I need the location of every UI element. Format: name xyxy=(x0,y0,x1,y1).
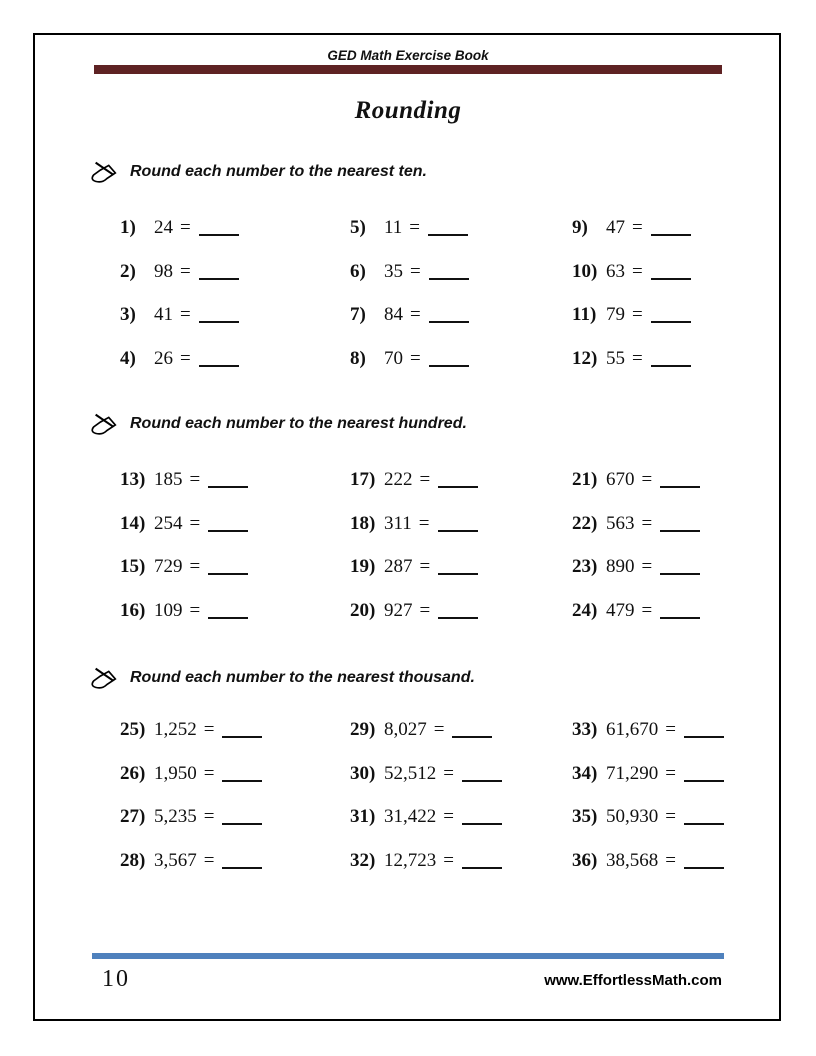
problem-4 xyxy=(120,348,350,374)
equals-sign: = xyxy=(641,599,653,621)
equals-sign: = xyxy=(419,599,431,621)
problem-value: 55 xyxy=(606,347,625,369)
answer-blank[interactable] xyxy=(660,605,700,619)
problem-30 xyxy=(350,763,572,789)
answer-blank[interactable] xyxy=(462,811,502,825)
problem-34 xyxy=(572,763,796,789)
equals-sign: = xyxy=(410,347,421,369)
answer-blank[interactable] xyxy=(199,353,239,367)
problem-16 xyxy=(120,600,350,626)
problem-value: 61,670 xyxy=(606,719,659,740)
answer-blank[interactable] xyxy=(438,561,478,575)
problem-8 xyxy=(350,348,572,374)
equals-sign: = xyxy=(410,304,421,325)
equals-sign: = xyxy=(203,806,215,827)
writing-hand-icon xyxy=(90,666,120,690)
equals-sign: = xyxy=(443,849,454,871)
answer-blank[interactable] xyxy=(199,309,239,323)
section-2-problems xyxy=(120,469,804,626)
problem-number: 5) xyxy=(350,217,366,238)
writing-hand-icon xyxy=(90,160,120,184)
answer-blank[interactable] xyxy=(222,768,262,782)
problem-number: 31) xyxy=(350,806,376,827)
answer-blank[interactable] xyxy=(199,266,239,280)
page-title: Rounding xyxy=(354,97,462,124)
problem-number: 15) xyxy=(120,556,146,577)
problem-number: 14) xyxy=(120,512,146,534)
equals-sign: = xyxy=(665,849,676,871)
equals-sign: = xyxy=(641,512,653,534)
problem-value: 927 xyxy=(384,599,413,621)
answer-blank[interactable] xyxy=(660,474,700,488)
answer-blank[interactable] xyxy=(651,353,691,367)
answer-blank[interactable] xyxy=(452,724,492,738)
problem-number: 18) xyxy=(350,512,376,534)
problem-9 xyxy=(572,217,796,243)
problem-number: 27) xyxy=(120,806,146,827)
problem-number: 10) xyxy=(572,260,598,282)
problem-number: 9) xyxy=(572,217,588,238)
answer-blank[interactable] xyxy=(684,855,724,869)
problem-value: 47 xyxy=(606,217,625,238)
problem-11 xyxy=(572,304,796,330)
running-header: GED Math Exercise Book xyxy=(327,48,489,63)
answer-blank[interactable] xyxy=(651,309,691,323)
problem-26 xyxy=(120,763,350,789)
problem-29 xyxy=(350,719,572,745)
problem-number: 33) xyxy=(572,719,598,740)
problem-23 xyxy=(572,556,796,582)
problem-value: 1,252 xyxy=(154,719,197,740)
equals-sign: = xyxy=(410,260,421,282)
problem-value: 35 xyxy=(384,260,403,282)
problem-20 xyxy=(350,600,572,626)
problem-36 xyxy=(572,850,796,876)
problem-value: 11 xyxy=(384,217,403,238)
answer-blank[interactable] xyxy=(208,518,248,532)
problem-number: 17) xyxy=(350,469,376,490)
problem-number: 7) xyxy=(350,304,366,325)
problem-value: 24 xyxy=(154,217,173,238)
equals-sign: = xyxy=(665,806,676,827)
equals-sign: = xyxy=(189,512,201,534)
equals-sign: = xyxy=(641,556,653,577)
section-3-problems xyxy=(120,719,804,876)
equals-sign: = xyxy=(419,469,431,490)
problem-value: 729 xyxy=(154,556,183,577)
answer-blank[interactable] xyxy=(208,474,248,488)
problem-number: 12) xyxy=(572,347,598,369)
answer-blank[interactable] xyxy=(429,266,469,280)
answer-blank[interactable] xyxy=(684,724,724,738)
problem-number: 1) xyxy=(120,217,136,238)
equals-sign: = xyxy=(189,556,201,577)
problem-number: 22) xyxy=(572,512,598,534)
problem-28 xyxy=(120,850,350,876)
equals-sign: = xyxy=(443,762,454,784)
answer-blank[interactable] xyxy=(222,724,262,738)
problem-number: 16) xyxy=(120,599,146,621)
problem-value: 50,930 xyxy=(606,806,659,827)
problem-number: 6) xyxy=(350,260,366,282)
instruction-text: Round each number to the nearest ten. xyxy=(130,163,427,180)
problem-value: 1,950 xyxy=(154,762,197,784)
problem-number: 23) xyxy=(572,556,598,577)
equals-sign: = xyxy=(632,347,643,369)
answer-blank[interactable] xyxy=(438,474,478,488)
problem-19 xyxy=(350,556,572,582)
problem-value: 5,235 xyxy=(154,806,197,827)
writing-hand-icon xyxy=(90,412,120,436)
equals-sign: = xyxy=(189,599,201,621)
equals-sign: = xyxy=(632,217,643,238)
problem-number: 13) xyxy=(120,469,146,490)
problem-6 xyxy=(350,261,572,287)
section-1-problems xyxy=(120,217,804,374)
problem-number: 11) xyxy=(572,304,597,325)
problem-32 xyxy=(350,850,572,876)
problem-value: 41 xyxy=(154,304,173,325)
problem-number: 32) xyxy=(350,849,376,871)
website-link[interactable]: www.EffortlessMath.com xyxy=(544,972,722,989)
problem-10 xyxy=(572,261,796,287)
problem-number: 34) xyxy=(572,762,598,784)
problem-value: 8,027 xyxy=(384,719,427,740)
problem-number: 24) xyxy=(572,599,598,621)
answer-blank[interactable] xyxy=(428,222,468,236)
equals-sign: = xyxy=(641,469,653,490)
problem-number: 3) xyxy=(120,304,136,325)
problem-value: 254 xyxy=(154,512,183,534)
instruction-text: Round each number to the nearest hundred. xyxy=(130,415,467,432)
problem-14 xyxy=(120,513,350,539)
problem-7 xyxy=(350,304,572,330)
problem-value: 890 xyxy=(606,556,635,577)
problem-21 xyxy=(572,469,796,495)
equals-sign: = xyxy=(409,217,421,238)
answer-blank[interactable] xyxy=(208,605,248,619)
problem-22 xyxy=(572,513,796,539)
answer-blank[interactable] xyxy=(462,855,502,869)
equals-sign: = xyxy=(180,260,191,282)
equals-sign: = xyxy=(180,217,191,238)
equals-sign: = xyxy=(665,719,676,740)
header-rule xyxy=(94,65,722,74)
instruction-text: Round each number to the nearest thousand. xyxy=(130,669,475,686)
equals-sign: = xyxy=(632,260,643,282)
answer-blank[interactable] xyxy=(651,266,691,280)
problem-value: 287 xyxy=(384,556,413,577)
answer-blank[interactable] xyxy=(429,353,469,367)
problem-value: 52,512 xyxy=(384,762,437,784)
problem-value: 670 xyxy=(606,469,635,490)
problem-value: 31,422 xyxy=(384,806,437,827)
problem-number: 35) xyxy=(572,806,598,827)
problem-15 xyxy=(120,556,350,582)
section-3-instruction xyxy=(90,666,475,690)
problem-value: 98 xyxy=(154,260,173,282)
problem-value: 38,568 xyxy=(606,849,659,871)
problem-value: 70 xyxy=(384,347,403,369)
equals-sign: = xyxy=(419,556,431,577)
equals-sign: = xyxy=(203,762,215,784)
problem-value: 479 xyxy=(606,599,635,621)
problem-value: 84 xyxy=(384,304,403,325)
problem-25 xyxy=(120,719,350,745)
equals-sign: = xyxy=(665,762,676,784)
problem-2 xyxy=(120,261,350,287)
problem-value: 63 xyxy=(606,260,625,282)
equals-sign: = xyxy=(443,806,454,827)
answer-blank[interactable] xyxy=(684,811,724,825)
answer-blank[interactable] xyxy=(660,561,700,575)
problem-value: 185 xyxy=(154,469,183,490)
footer-rule xyxy=(92,953,724,959)
page-number: 10 xyxy=(102,966,130,992)
problem-31 xyxy=(350,806,572,832)
problem-18 xyxy=(350,513,572,539)
equals-sign: = xyxy=(418,512,430,534)
problem-number: 2) xyxy=(120,260,136,282)
answer-blank[interactable] xyxy=(660,518,700,532)
problem-number: 19) xyxy=(350,556,376,577)
problem-number: 28) xyxy=(120,849,146,871)
problem-5 xyxy=(350,217,572,243)
problem-value: 79 xyxy=(606,304,625,325)
problem-number: 29) xyxy=(350,719,376,740)
problem-number: 36) xyxy=(572,849,598,871)
problem-3 xyxy=(120,304,350,330)
problem-13 xyxy=(120,469,350,495)
equals-sign: = xyxy=(433,719,445,740)
answer-blank[interactable] xyxy=(438,518,478,532)
problem-value: 26 xyxy=(154,347,173,369)
equals-sign: = xyxy=(203,849,215,871)
problem-number: 26) xyxy=(120,762,146,784)
answer-blank[interactable] xyxy=(684,768,724,782)
problem-value: 109 xyxy=(154,599,183,621)
problem-number: 4) xyxy=(120,347,136,369)
problem-number: 30) xyxy=(350,762,376,784)
problem-number: 20) xyxy=(350,599,376,621)
answer-blank[interactable] xyxy=(222,855,262,869)
section-2-instruction xyxy=(90,412,467,436)
problem-value: 3,567 xyxy=(154,849,197,871)
problem-value: 71,290 xyxy=(606,762,659,784)
problem-1 xyxy=(120,217,350,243)
answer-blank[interactable] xyxy=(208,561,248,575)
problem-12 xyxy=(572,348,796,374)
answer-blank[interactable] xyxy=(438,605,478,619)
answer-blank[interactable] xyxy=(462,768,502,782)
equals-sign: = xyxy=(189,469,201,490)
equals-sign: = xyxy=(632,304,643,325)
problem-17 xyxy=(350,469,572,495)
problem-value: 563 xyxy=(606,512,635,534)
equals-sign: = xyxy=(203,719,215,740)
problem-value: 222 xyxy=(384,469,413,490)
problem-24 xyxy=(572,600,796,626)
problem-35 xyxy=(572,806,796,832)
problem-27 xyxy=(120,806,350,832)
section-1-instruction xyxy=(90,160,427,184)
answer-blank[interactable] xyxy=(199,222,239,236)
problem-33 xyxy=(572,719,796,745)
equals-sign: = xyxy=(180,347,191,369)
problem-number: 21) xyxy=(572,469,598,490)
answer-blank[interactable] xyxy=(651,222,691,236)
problem-number: 8) xyxy=(350,347,366,369)
problem-value: 12,723 xyxy=(384,849,437,871)
problem-number: 25) xyxy=(120,719,146,740)
equals-sign: = xyxy=(180,304,191,325)
answer-blank[interactable] xyxy=(429,309,469,323)
problem-value: 311 xyxy=(384,512,412,534)
answer-blank[interactable] xyxy=(222,811,262,825)
